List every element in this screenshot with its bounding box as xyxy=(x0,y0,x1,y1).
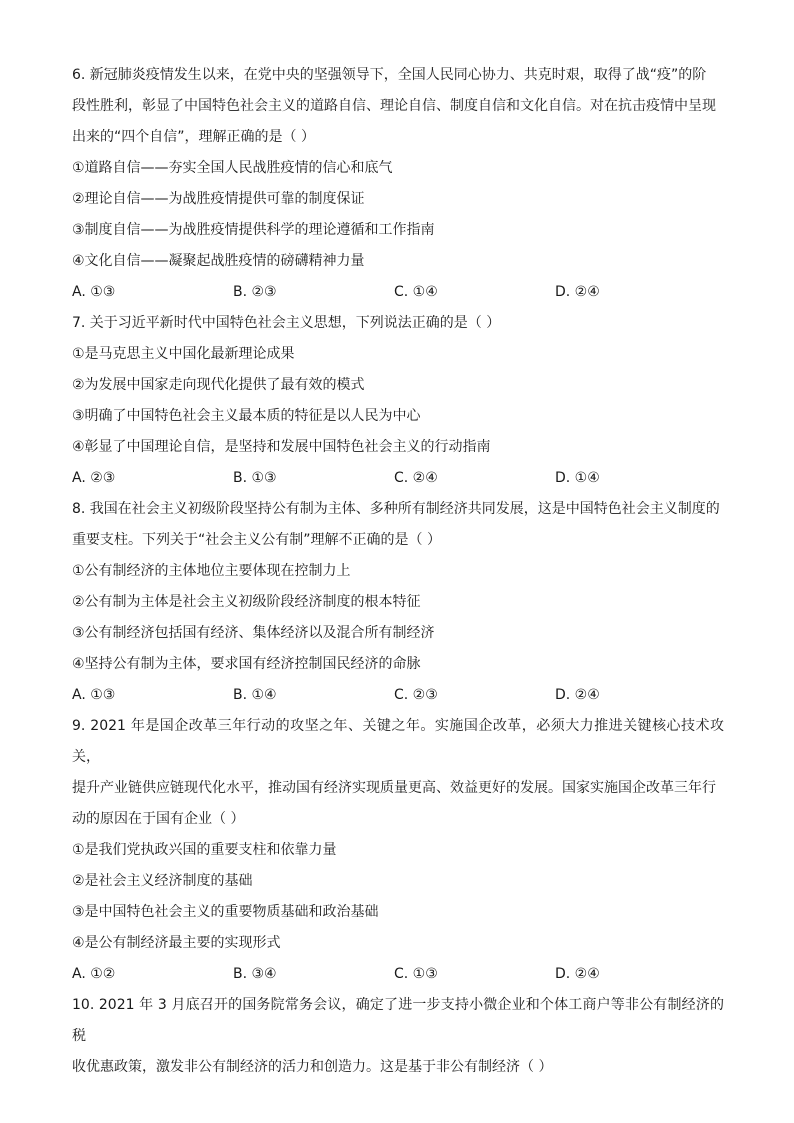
answer-options xyxy=(72,680,724,711)
answer-options xyxy=(72,463,724,494)
statement: ②理论自信——为战胜疫情提供可靠的制度保证 xyxy=(72,191,365,207)
option-d: D. ②④ xyxy=(555,687,600,703)
statement: ②为发展中国家走向现代化提供了最有效的模式 xyxy=(72,377,365,393)
stem-line: 提升产业链供应链现代化水平，推动国有经济实现质量更高、效益更好的发展。国家实施国企改革三年行 xyxy=(72,780,716,796)
exam-page xyxy=(72,60,724,1083)
option-b: B. ②③ xyxy=(233,284,277,300)
option-a: A. ②③ xyxy=(72,470,116,486)
statement: ④坚持公有制为主体，要求国有经济控制国民经济的命脉 xyxy=(72,656,421,672)
option-b: B. ①④ xyxy=(233,687,277,703)
statement: ①是马克思主义中国化最新理论成果 xyxy=(72,346,295,362)
option-a: A. ①② xyxy=(72,966,116,982)
statement: ①是我们党执政兴国的重要支柱和依靠力量 xyxy=(72,842,337,858)
stem-line: 6. 新冠肺炎疫情发生以来，在党中央的坚强领导下，全国人民同心协力、共克时艰，取得了战“疫”的阶 xyxy=(72,67,707,83)
stem-line: 9. 2021 年是国企改革三年行动的攻坚之年、关键之年。实施国企改革，必须大力推进关键核心技术攻关， xyxy=(72,718,724,765)
option-c: C. ①④ xyxy=(394,284,438,300)
stem-line: 重要支柱。下列关于“社会主义公有制”理解不正确的是（ ） xyxy=(72,532,441,548)
statement: ③明确了中国特色社会主义最本质的特征是以人民为中心 xyxy=(72,408,421,424)
option-b: B. ③④ xyxy=(233,966,277,982)
option-c: C. ②③ xyxy=(394,687,438,703)
statement: ③公有制经济包括国有经济、集体经济以及混合所有制经济 xyxy=(72,625,435,641)
option-a: A. ①③ xyxy=(72,687,116,703)
option-d: D. ②④ xyxy=(555,284,600,300)
stem-line: 收优惠政策，激发非公有制经济的活力和创造力。这是基于非公有制经济（ ） xyxy=(72,1059,553,1075)
question-stem xyxy=(72,711,724,835)
option-c: C. ①③ xyxy=(394,966,438,982)
statement: ①公有制经济的主体地位主要体现在控制力上 xyxy=(72,563,351,579)
statement: ①道路自信——夯实全国人民战胜疫情的信心和底气 xyxy=(72,160,393,176)
answer-options xyxy=(72,959,724,990)
option-d: D. ②④ xyxy=(555,966,600,982)
statement: ②是社会主义经济制度的基础 xyxy=(72,873,253,889)
option-b: B. ①③ xyxy=(233,470,277,486)
option-c: C. ②④ xyxy=(394,470,438,486)
option-d: D. ①④ xyxy=(555,470,600,486)
question-stem xyxy=(72,308,724,339)
question-stem xyxy=(72,494,724,556)
question-10 xyxy=(72,990,724,1083)
question-stem xyxy=(72,60,724,153)
statement: ④是公有制经济最主要的实现形式 xyxy=(72,935,281,951)
statement: ④彰显了中国理论自信，是坚持和发展中国特色社会主义的行动指南 xyxy=(72,439,491,455)
statement: ②公有制为主体是社会主义初级阶段经济制度的根本特征 xyxy=(72,594,421,610)
stem-line: 10. 2021 年 3 月底召开的国务院常务会议，确定了进一步支持小微企业和个体工商户等非公有制经济的税 xyxy=(72,997,724,1044)
stem-line: 动的原因在于国有企业（ ） xyxy=(72,811,245,827)
stem-line: 段性胜利，彰显了中国特色社会主义的道路自信、理论自信、制度自信和文化自信。对在抗击疫情中呈现 xyxy=(72,98,716,114)
question-7 xyxy=(72,308,724,494)
stem-line: 出来的“四个自信”，理解正确的是（ ） xyxy=(72,129,315,145)
stem-line: 7. 关于习近平新时代中国特色社会主义思想，下列说法正确的是（ ） xyxy=(72,315,501,331)
question-stem xyxy=(72,990,724,1083)
stem-line: 8. 我国在社会主义初级阶段坚持公有制为主体、多种所有制经济共同发展，这是中国特色社会主义制度的 xyxy=(72,501,720,517)
statement: ③制度自信——为战胜疫情提供科学的理论遵循和工作指南 xyxy=(72,222,435,238)
question-9 xyxy=(72,711,724,990)
statement: ③是中国特色社会主义的重要物质基础和政治基础 xyxy=(72,904,379,920)
answer-options xyxy=(72,277,724,308)
question-8 xyxy=(72,494,724,711)
option-a: A. ①③ xyxy=(72,284,116,300)
question-6 xyxy=(72,60,724,308)
statement: ④文化自信——凝聚起战胜疫情的磅礴精神力量 xyxy=(72,253,365,269)
